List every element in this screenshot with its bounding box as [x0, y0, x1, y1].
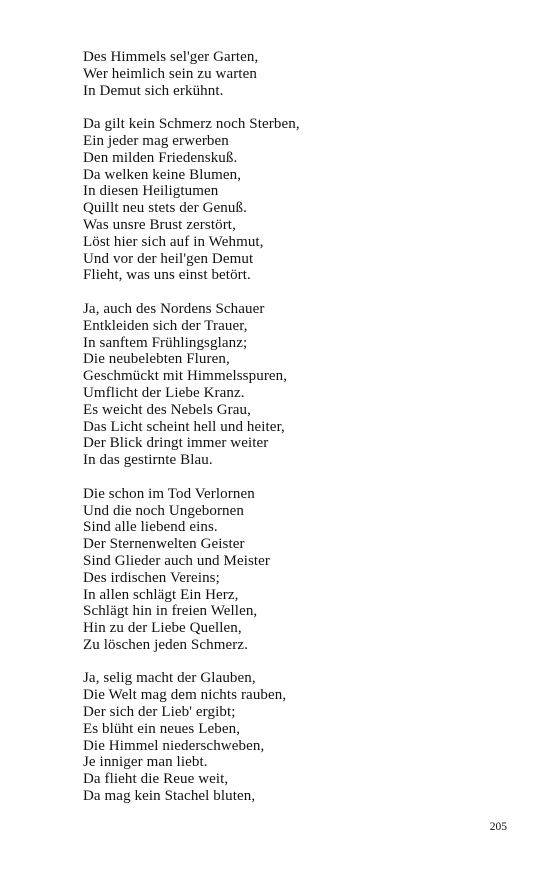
poem-line: In sanftem Frühlingsglanz;	[83, 334, 248, 351]
poem-line: Zu löschen jeden Schmerz.	[83, 636, 248, 653]
poem-line: Wer heimlich sein zu warten	[83, 65, 257, 82]
poem-line: Löst hier sich auf in Wehmut,	[83, 233, 264, 250]
poem-line: Entkleiden sich der Trauer,	[83, 317, 248, 334]
stanza	[83, 49, 503, 99]
poem-line: In Demut sich erkühnt.	[83, 82, 224, 99]
page-number: 205	[489, 821, 507, 833]
poem-line: Sind alle liebend eins.	[83, 519, 218, 536]
poem-line: Das Licht scheint hell und heiter,	[83, 418, 285, 435]
poem-line: Die schon im Tod Verlornen	[83, 485, 255, 502]
stanza	[83, 486, 503, 654]
poem-line: Was unsre Brust zerstört,	[83, 216, 236, 233]
poem-line: Es blüht ein neues Leben,	[83, 720, 241, 737]
stanza	[83, 670, 503, 804]
poem-line: Quillt neu stets der Genuß.	[83, 200, 247, 217]
stanza	[83, 116, 503, 284]
poem-line: Des irdischen Vereins;	[83, 569, 220, 586]
poem-line: Und vor der heil'gen Demut	[83, 250, 254, 267]
poem-line: Sind Glieder auch und Meister	[83, 552, 271, 569]
poem-line: Umflicht der Liebe Kranz.	[83, 384, 245, 401]
poem-line: Flieht, was uns einst betört.	[83, 267, 251, 284]
poem-line: Der Blick dringt immer weiter	[83, 435, 269, 452]
stanza	[83, 301, 503, 469]
poem-line: Den milden Friedenskuß.	[83, 149, 238, 166]
poem-line: Ja, auch des Nordens Schauer	[83, 300, 265, 317]
poem-text	[83, 49, 503, 822]
poem-line: Schlägt hin in freien Wellen,	[83, 603, 258, 620]
poem-line: In das gestirnte Blau.	[83, 452, 213, 469]
poem-line: Hin zu der Liebe Quellen,	[83, 620, 242, 637]
poem-line: In allen schlägt Ein Herz,	[83, 586, 239, 603]
poem-line: Die neubelebten Fluren,	[83, 351, 230, 368]
poem-line: Und die noch Ungebornen	[83, 502, 245, 519]
poem-line: Geschmückt mit Himmelsspuren,	[83, 368, 288, 385]
poem-line: Da gilt kein Schmerz noch Sterben,	[83, 116, 300, 133]
poem-line: Ja, selig macht der Glauben,	[83, 670, 256, 687]
poem-line: Der Sternenwelten Geister	[83, 536, 245, 553]
poem-line: In diesen Heiligtumen	[83, 183, 219, 200]
poem-line: Da mag kein Stachel bluten,	[83, 788, 256, 805]
poem-line: Je inniger man liebt.	[83, 754, 208, 771]
poem-line: Die Welt mag dem nichts rauben,	[83, 687, 287, 704]
poem-line: Ein jeder mag erwerben	[83, 132, 229, 149]
poem-line: Es weicht des Nebels Grau,	[83, 401, 251, 418]
poem-line: Da flieht die Reue weit,	[83, 771, 229, 788]
poem-line: Da welken keine Blumen,	[83, 166, 242, 183]
poem-line: Des Himmels sel'ger Garten,	[83, 49, 259, 65]
poem-line: Die Himmel niederschweben,	[83, 737, 265, 754]
poem-line: Der sich der Lieb' ergibt;	[83, 704, 236, 721]
